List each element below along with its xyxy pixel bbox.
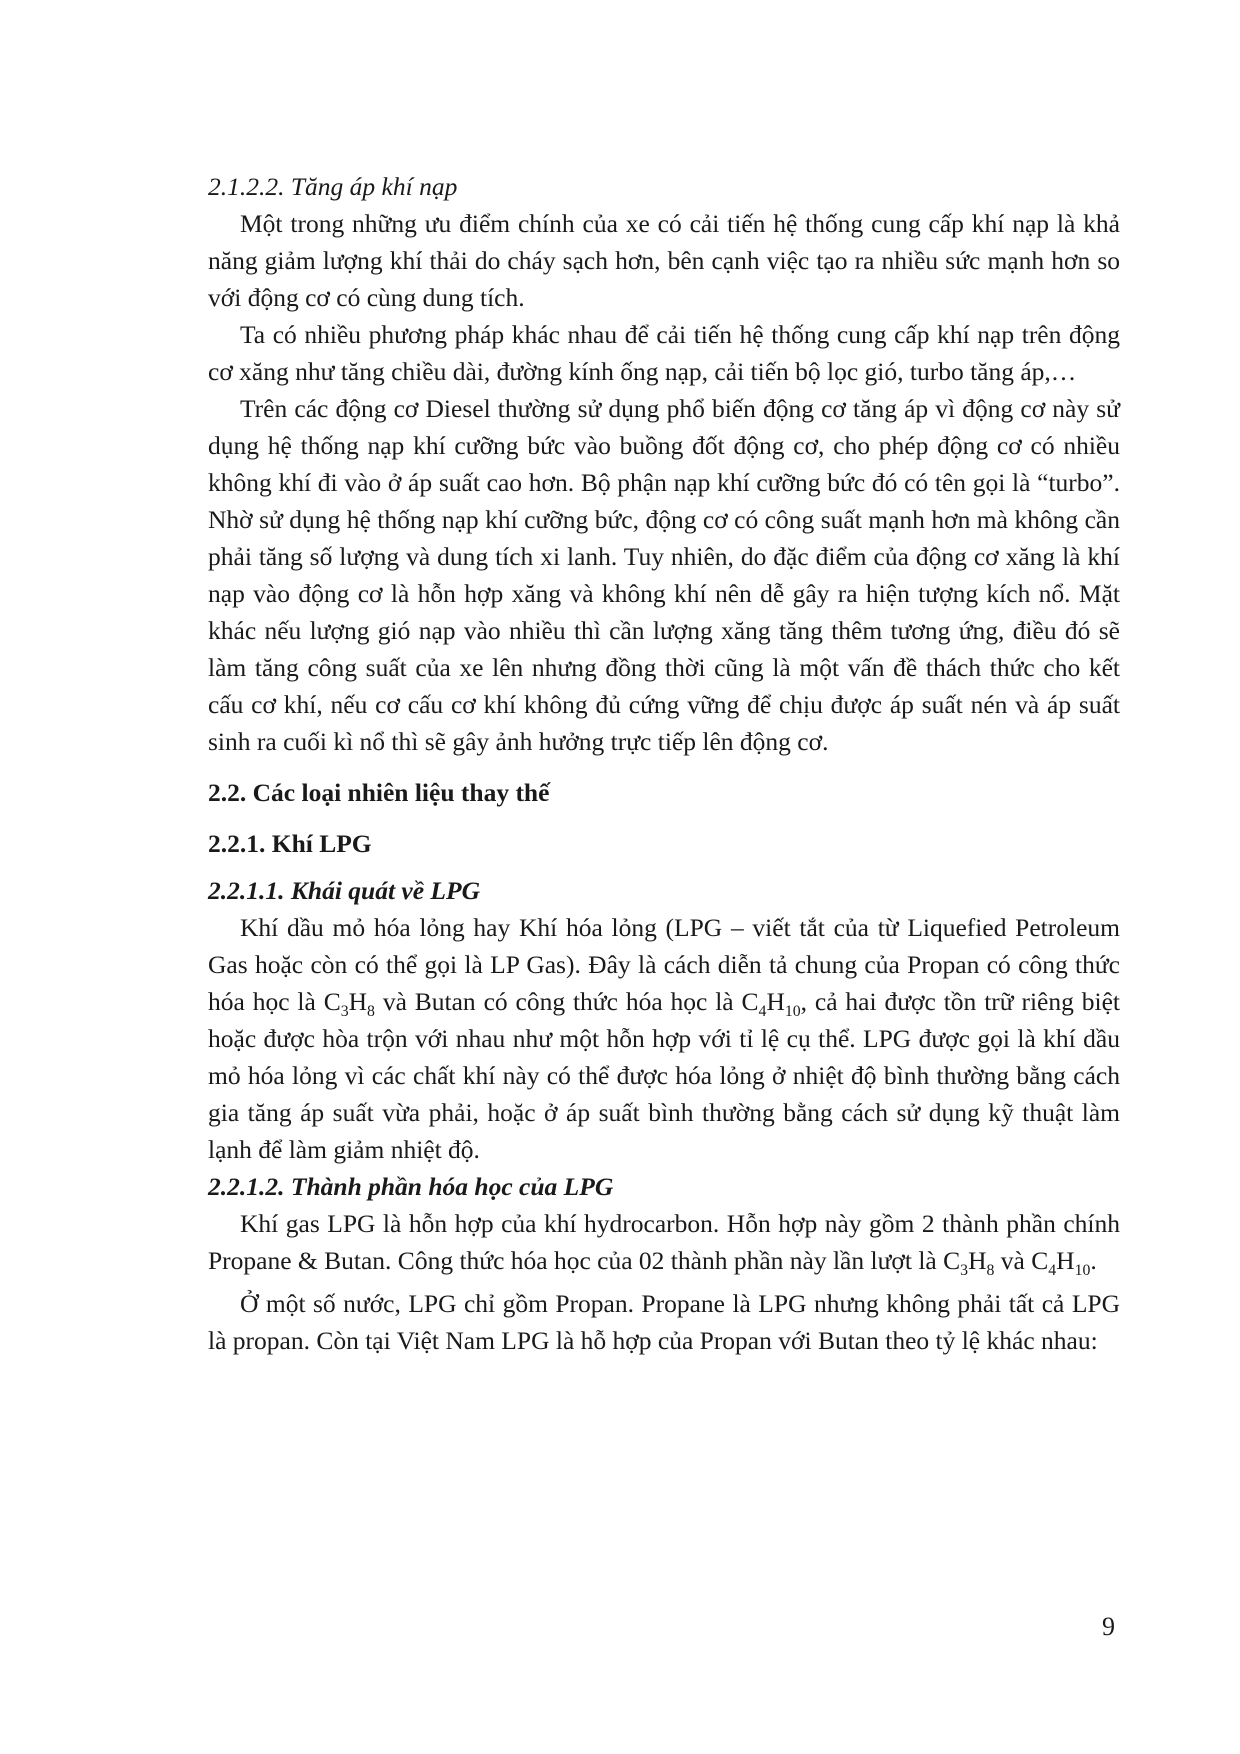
- paragraph-lpg-vietnam: Ở một số nước, LPG chỉ gồm Propan. Propane là LPG nhưng không phải tất cả LPG là propan. Còn tại Việt Nam LPG là hỗ hợp của Propan với Butan theo tỷ lệ khác nhau:: [208, 1289, 1120, 1355]
- page-number: 9: [1102, 1612, 1115, 1641]
- formula-butane: $C_4H_{10}$: [1031, 1246, 1091, 1280]
- heading-2-2: 2.2. Các loại nhiên liệu thay thế: [208, 778, 550, 807]
- paragraph-lpg-composition: Khí gas LPG là hỗn hợp của khí hydrocarbon. Hỗn hợp này gồm 2 thành phần chính Propane & Butan. Công thức hóa học của 02 thành phần này lần lượt là $C_3H_8$ và $C_4H_{10}$.: [208, 1209, 1120, 1280]
- heading-2-1-2-2: 2.1.2.2. Tăng áp khí nạp: [208, 172, 458, 201]
- paragraph-lpg-overview: Khí dầu mỏ hóa lỏng hay Khí hóa lỏng (LPG – viết tắt của từ Liquefied Petroleum Gas hoặc còn có thể gọi là LP Gas). Đây là cách diễn tả chung của Propan có công thức hóa học là $C_3H_8$ và Butan có công thức hóa học là $C_4H_{10}$, cả hai được tồn trữ riêng biệt hoặc được hòa trộn với nhau như một hỗn hợp với tỉ lệ cụ thể. LPG được gọi là khí dầu mỏ hóa lỏng vì các chất khí này có thể được hóa lỏng ở nhiệt độ bình thường bằng cách gia tăng áp suất vừa phải, hoặc ở áp suất bình thường bằng cách sử dụng kỹ thuật làm lạnh để làm giảm nhiệt độ.: [208, 913, 1120, 1164]
- paragraph-advantages: Một trong những ưu điểm chính của xe có cải tiến hệ thống cung cấp khí nạp là khả năng giảm lượng khí thải do cháy sạch hơn, bên cạnh việc tạo ra nhiều sức mạnh hơn so với động cơ có cùng dung tích.: [208, 209, 1120, 312]
- formula-propane: $C_3H_8$: [323, 987, 375, 1021]
- formula-butane: $C_4H_{10}$: [741, 987, 801, 1021]
- heading-2-2-1-2: 2.2.1.2. Thành phần hóa học của LPG: [208, 1172, 614, 1201]
- heading-2-2-1-1: 2.2.1.1. Khái quát về LPG: [208, 876, 480, 905]
- heading-2-2-1: 2.2.1. Khí LPG: [208, 829, 372, 858]
- formula-propane: $C_3H_8$: [943, 1246, 995, 1280]
- page-body: [208, 168, 1120, 1359]
- paragraph-diesel-turbo: Trên các động cơ Diesel thường sử dụng phổ biến động cơ tăng áp vì động cơ này sử dụng hệ thống nạp khí cưỡng bức vào buồng đốt động cơ, cho phép động cơ có nhiều không khí đi vào ở áp suất cao hơn. Bộ phận nạp khí cưỡng bức đó có tên gọi là “turbo”. Nhờ sử dụng hệ thống nạp khí cưỡng bức, động cơ có công suất mạnh hơn mà không cần phải tăng số lượng và dung tích xi lanh. Tuy nhiên, do đặc điểm của động cơ xăng là khí nạp vào động cơ là hỗn hợp xăng và không khí nên dễ gây ra hiện tượng kích nổ. Mặt khác nếu lượng gió nạp vào nhiều thì cần lượng xăng tăng thêm tương ứng, điều đó sẽ làm tăng công suất của xe lên nhưng đồng thời cũng là một vấn đề thách thức cho kết cấu cơ khí, nếu cơ cấu cơ khí không đủ cứng vững để chịu được áp suất nén và áp suất sinh ra cuối kì nổ thì sẽ gây ảnh hưởng trực tiếp lên động cơ.: [208, 394, 1120, 756]
- paragraph-methods: Ta có nhiều phương pháp khác nhau để cải tiến hệ thống cung cấp khí nạp trên động cơ xăng như tăng chiều dài, đường kính ống nạp, cải tiến bộ lọc gió, turbo tăng áp,…: [208, 320, 1120, 386]
